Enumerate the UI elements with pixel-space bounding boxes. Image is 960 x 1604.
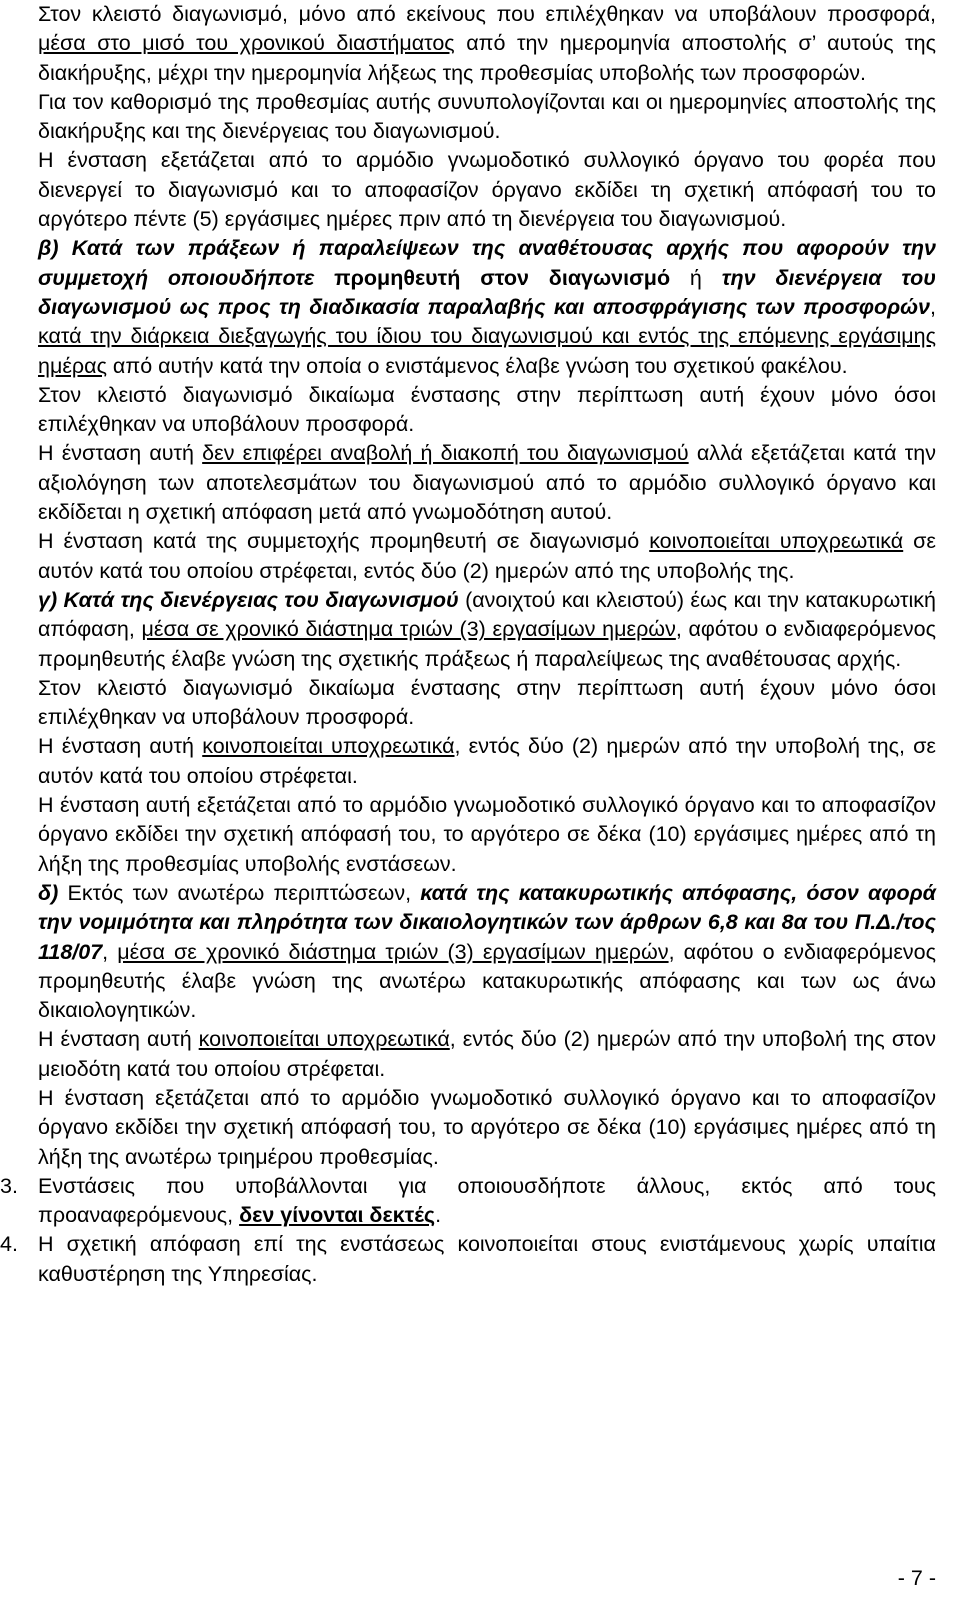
paragraph-deadline-calculation: Για τον καθορισμό της προθεσμίας αυτής συνυπολογίζονται και οι ημερομηνίες αποστολής της διακήρυξης και της διενέργειας του διαγωνισμού. [38,89,936,144]
paragraph-closed-competition-right: Στον κλειστό διαγωνισμό δικαίωμα ένστασης στην περίπτωση αυτή έχουν μόνο όσοι επιλέχθηκαν να υποβάλουν προσφορά. [38,382,936,437]
section-d-paragraph: δ) Εκτός των ανωτέρω περιπτώσεων, κατά της κατακυρωτικής απόφασης, όσον αφορά την νομιμότητα και πληρότητα των δικαιολογητικών των άρθρων 6,8 και 8α του Π.Δ./τος 118/07, μέσα σε χρονικό διάστημα τριών (3) εργασίμων ημερών, αφότου ο ενδιαφερόμενος προμηθευτής έλαβε γνώση της ανωτέρω κατακυρωτικής απόφασης και των ως άνω δικαιολογητικών. [38,880,936,1023]
list-number: 3. [0,1173,18,1198]
paragraph-mandatory-notification: Η ένσταση κατά της συμμετοχής προμηθευτή σε διαγωνισμό κοινοποιείται υποχρεωτικά σε αυτόν κατά του οποίου στρέφεται, εντός δύο (2) ημερών από της υποβολής της. [38,529,936,583]
paragraph-objection-decision-2: Η ένσταση εξετάζεται από το αρμόδιο γνωμοδοτικό συλλογικό όργανο και το αποφασίζον όργανο εκδίδει την σχετική απόφασή του, το αργότερο σε δέκα (10) εργάσιμες ημέρες από τη λήξη της ανωτέρω τριημέρου προθεσμίας. [38,1085,936,1169]
page-number: - 7 - [897,1566,936,1590]
paragraph-closed-competition-right-2: Στον κλειστό διαγωνισμό δικαίωμα ένστασης στην περίπτωση αυτή έχουν μόνο όσοι επιλέχθηκαν να υποβάλουν προσφορά. [38,675,936,730]
section-b-paragraph: β) Κατά των πράξεων ή παραλείψεων της αναθέτουσας αρχής που αφορούν την συμμετοχή οποιουδήποτε προμηθευτή στον διαγωνισμό ή την διενέργεια του διαγωνισμού ως προς τη διαδικασία παραλαβής και αποσφράγισης των προσφορών, κατά την διάρκεια διεξαγωγής του ίδιου του διαγωνισμού και εντός της επόμενης εργάσιμης ημέρας από αυτήν κατά την οποία ο ενιστάμενος έλαβε γνώση του σχετικού φακέλου. [38,236,937,378]
paragraph-mandatory-notification-2: Η ένσταση αυτή κοινοποιείται υποχρεωτικά, εντός δύο (2) ημερών από την υποβολή της, σε αυτόν κατά του οποίου στρέφεται. [38,734,936,788]
list-number: 4. [0,1232,18,1257]
paragraph-objection-review: Η ένσταση εξετάζεται από το αρμόδιο γνωμοδοτικό συλλογικό όργανο του φορέα που διενεργεί το διαγωνισμό και το αποφασίζον όργανο εκδίδει τη σχετική απόφασή του το αργότερο πέντε (5) εργάσιμες ημέρες πριν από τη διενέργεια του διαγωνισμού. [38,148,936,232]
section-c-paragraph: γ) Κατά της διενέργειας του διαγωνισμού (ανοιχτού και κλειστού) έως και την κατακυρωτική απόφαση, μέσα σε χρονικό διάστημα τριών (3) εργασίμων ημερών, αφότου ο ενδιαφερόμενος προμηθευτής έλαβε γνώση της σχετικής πράξεως ή παραλείψεως της αναθέτουσας αρχής. [38,587,936,671]
paragraph-mandatory-notification-3: Η ένσταση αυτή κοινοποιείται υποχρεωτικά, εντός δύο (2) ημερών από την υποβολή της στον μειοδότη κατά του οποίου στρέφεται. [38,1027,936,1081]
paragraph-objection-decision: Η ένσταση αυτή εξετάζεται από το αρμόδιο γνωμοδοτικό συλλογικό όργανο και το αποφασίζον όργανο εκδίδει την σχετική απόφασή του, το αργότερο σε δέκα (10) εργάσιμες ημέρες από τη λήξη της προθεσμίας υποβολής ενστάσεων. [38,793,936,876]
list-item-4: 4. Η σχετική απόφαση επί της ενστάσεως κοινοποιείται στους ενιστάμενους χωρίς υπαίτια καθυστέρηση της Υπηρεσίας. [0,1232,936,1286]
paragraph-no-suspension: Η ένσταση αυτή δεν επιφέρει αναβολή ή διακοπή του διαγωνισμού αλλά εξετάζεται κατά την αξιολόγηση των αποτελεσμάτων του διαγωνισμού από το αρμόδιο συλλογικό όργανο και εκδίδεται η σχετική απόφαση μετά από γνωμοδότηση αυτού. [38,441,936,525]
list-item-3: 3. Ενστάσεις που υποβάλλονται για οποιουσδήποτε άλλους, εκτός από τους προαναφερόμενους, δεν γίνονται δεκτές. [0,1173,936,1228]
paragraph-closed-competition-deadline: Στον κλειστό διαγωνισμό, μόνο από εκείνους που επιλέχθηκαν να υποβάλουν προσφορά, μέσα στο μισό του χρονικού διαστήματος από την ημερομηνία αποστολής σ’ αυτούς της διακήρυξης, μέχρι την ημερομηνία λήξεως της προθεσμίας υποβολής των προσφορών. [38,2,936,85]
